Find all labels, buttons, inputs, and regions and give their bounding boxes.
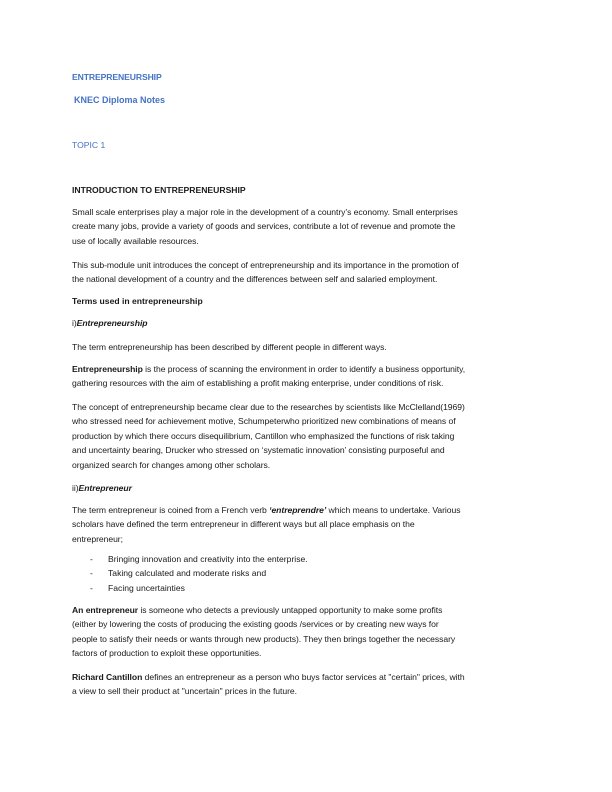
document-subtitle: KNEC Diploma Notes (74, 95, 166, 105)
text-line: people to satisfy their needs or wants through new products). They then brings together the necessary (72, 633, 456, 644)
term2-heading (72, 481, 544, 495)
list-item (90, 552, 308, 566)
text-fragment: The term entrepreneur is coined from a French verb (72, 505, 270, 515)
text-line: scholars have defined the term entrepreneur in different ways but all place emphasis on the (72, 519, 415, 530)
entrepreneurship-definition (72, 362, 544, 391)
dash-bullet-icon: - (90, 582, 93, 593)
text-fragment: which means to undertake. Various (326, 505, 461, 515)
text-line: gathering resources with the aim of establishing a profit making enterprise, under conditions of risk. (72, 378, 444, 389)
text-line: the national development of a country and the differences between self and salaried employment. (72, 274, 438, 285)
text-line: create many jobs, provide a variety of goods and services, contribute a lot of revenue and promote the (72, 221, 456, 232)
text-line: factors of production to exploit these opportunities. (72, 648, 262, 659)
entrepreneur-origin-paragraph (72, 503, 544, 546)
entrepreneur-definition (72, 603, 544, 661)
submodule-paragraph (72, 258, 544, 287)
french-verb: ‘entreprendre’ (269, 505, 327, 515)
document-title: ENTREPRENEURSHIP (72, 72, 162, 82)
text-line: who stressed need for achievement motive, Schumpeterwho prioritized new combinations of means of (72, 416, 456, 427)
term2-label: Entrepreneur (78, 483, 132, 493)
dash-bullet-icon: - (90, 568, 93, 579)
list-item-text: Taking calculated and moderate risks and (108, 568, 267, 579)
text-line: The concept of entrepreneurship became clear due to the researches by scientists like McClelland(1969) (72, 402, 465, 412)
term1-prefix: i) (72, 318, 77, 328)
text-line: use of locally available resources. (72, 235, 199, 246)
section-heading: INTRODUCTION TO ENTREPRENEURSHIP (72, 185, 246, 195)
defined-term: An entrepreneur (72, 605, 139, 615)
topic-label: TOPIC 1 (72, 140, 106, 150)
defined-term: Richard Cantillon (72, 672, 143, 682)
text-line: entrepreneur; (72, 533, 123, 544)
text-line: organized search for changes among other scholars. (72, 459, 271, 470)
dash-bullet-icon: - (90, 554, 93, 564)
concept-paragraph (72, 400, 544, 472)
text-line: a view to sell their product at "uncertain" prices in the future. (72, 686, 297, 697)
list-item (90, 581, 308, 595)
list-item-text: Bringing innovation and creativity into the enterprise. (108, 554, 308, 564)
cantillon-definition (72, 670, 544, 699)
terms-heading: Terms used in entrepreneurship (72, 296, 203, 306)
list-item (90, 566, 308, 580)
term1-heading (72, 316, 544, 330)
text-fragment: is the process of scanning the environment in order to identify a business opportunity, (142, 364, 466, 374)
term2-prefix: ii) (72, 483, 79, 493)
intro-paragraph (72, 205, 544, 248)
defined-term: Entrepreneurship (72, 364, 143, 374)
text-line: and uncertainty bearing, Drucker who stressed on ‘systematic innovation’ consisting purposeful and (72, 445, 445, 456)
text-fragment: defines an entrepreneur as a person who buys factor services at "certain" prices, with (142, 672, 465, 682)
term1-intro: The term entrepreneurship has been described by different people in different ways. (72, 342, 387, 352)
text-line: Small scale enterprises play a major role in the development of a country’s economy. Small enterprises (72, 207, 458, 217)
emphasis-list (90, 552, 308, 595)
text-fragment: is someone who detects a previously untapped opportunity to make some profits (138, 605, 443, 615)
list-item-text: Facing uncertainties (108, 582, 185, 593)
text-line: (either by lowering the costs of producing the existing goods /services or by creating new ways for (72, 619, 439, 630)
text-line: This sub-module unit introduces the concept of entrepreneurship and its importance in the promotion of (72, 260, 459, 270)
text-line: production by which there occurs disequilibrium, Cantillon who emphasized the functions of risk taking (72, 430, 455, 441)
term1-label: Entrepreneurship (76, 318, 148, 328)
